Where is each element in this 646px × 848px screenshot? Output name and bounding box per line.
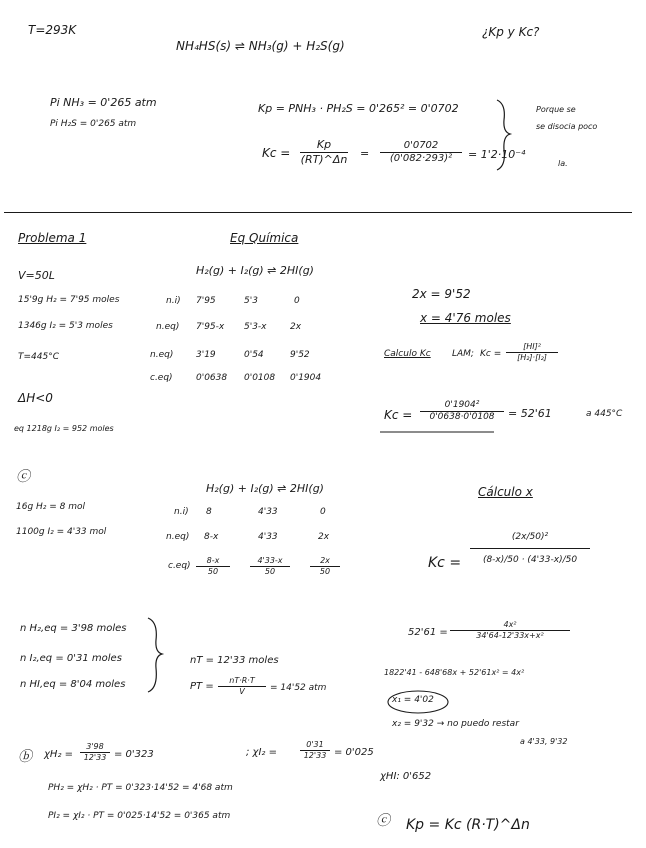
header-question: ¿Kp y Kc?: [482, 25, 540, 39]
pc-c-h2-num: 8-x: [196, 556, 230, 567]
i2-mass: 1346g I₂ = 5'3 moles: [18, 321, 113, 331]
eq1-lhs: 52'61 =: [408, 627, 448, 638]
p1-row-ini-label: n.i): [166, 296, 181, 306]
kc-result: = 1'2·10⁻⁴: [468, 148, 526, 161]
volume: V=50L: [18, 269, 55, 282]
note-line-3: la.: [558, 159, 568, 168]
p1-row-eq-i2: 5'3-x: [244, 322, 267, 332]
pressure-nh3: Pi NH₃ = 0'265 atm: [50, 96, 157, 109]
pc-row-ini-hi: 0: [320, 507, 326, 517]
part-c-label: ⓒ: [16, 469, 30, 485]
kp-equation: Kp = PNH₃ · PH₂S = 0'265² = 0'0702: [258, 102, 459, 115]
pc-reaction: H₂(g) + I₂(g) ⇌ 2HI(g): [206, 482, 324, 495]
pc-i2: 1100g I₂ = 4'33 mol: [16, 527, 107, 537]
x1-circle: [388, 691, 448, 713]
pc-row-ini-h2: 8: [206, 507, 212, 517]
pc-h2: 16g H₂ = 8 mol: [16, 502, 86, 512]
p-h2: PH₂ = χH₂ · PT = 0'323·14'52 = 4'68 atm: [48, 783, 233, 793]
part-c2-label: ⓒ: [376, 813, 390, 829]
pressure-h2s: Pi H₂S = 0'265 atm: [50, 119, 137, 129]
pc-row-eq-label: n.eq): [166, 532, 190, 542]
pc-row-eq-hi: 2x: [318, 532, 330, 542]
kc-def-den: [H₂]·[I₂]: [517, 353, 547, 362]
p1-row-neq-label: n.eq): [150, 350, 174, 360]
kc-def-lhs: Kc =: [480, 349, 502, 359]
nt-value: nT = 12'33 moles: [190, 655, 279, 666]
p1-row-ini-h2: 7'95: [196, 296, 216, 306]
p1-row-neq-hi: 9'52: [290, 350, 310, 360]
pc-c-i2-den: 50: [264, 567, 276, 576]
pc-row-eq-h2: 8-x: [204, 532, 219, 542]
pt-num: nT·R·T: [218, 676, 266, 687]
kc-label: Kc =: [262, 146, 291, 160]
x-value: x = 4'76 moles: [420, 311, 511, 325]
p1-row-neq-i2: 0'54: [244, 350, 264, 360]
eq2: 1822'41 - 648'68x + 52'61x² = 4x²: [384, 668, 525, 677]
kc-frac2-den: (0'082·293)²: [389, 153, 453, 164]
pt-result: = 14'52 atm: [270, 683, 327, 693]
problem-title: Problema 1: [18, 231, 87, 245]
pt-den: V: [239, 687, 245, 696]
kc-calc-num: 0'1904²: [420, 400, 504, 412]
kc-frac1-den: (RT)^Δn: [300, 153, 348, 166]
brace-right-header: [497, 100, 510, 170]
pt-lhs: PT =: [190, 681, 214, 692]
kc-calc-temp: a 445°C: [586, 409, 623, 419]
p1-row-c-label: c.eq): [150, 373, 173, 383]
x-h2-num: 3'98: [80, 742, 110, 753]
h2-mass: 15'9g H₂ = 7'95 moles: [18, 295, 120, 305]
pc-kc-top: (2x/50)²: [470, 532, 590, 549]
p1-row-ini-hi: 0: [294, 296, 300, 306]
n-i2-eq: n I₂,eq = 0'31 moles: [20, 653, 122, 664]
kc-frac2-num: 0'0702: [380, 140, 462, 153]
p1-row-c-h2: 0'0638: [196, 373, 228, 383]
p1-row-c-hi: 0'1904: [290, 373, 322, 383]
x-i2-num: 0'31: [300, 740, 330, 751]
pc-c-hi-num: 2x: [310, 556, 340, 567]
eq-i2: eq 1218g I₂ = 952 moles: [14, 424, 114, 433]
n-hi-eq: n HI,eq = 8'04 moles: [20, 679, 126, 690]
pc-row-eq-i2: 4'33: [258, 532, 278, 542]
note-line-1: Porque se: [536, 105, 576, 114]
calc-x-label: Cálculo x: [478, 485, 533, 499]
pc-c-i2-num: 4'33-x: [250, 556, 290, 567]
lam-label: LAM;: [452, 349, 474, 359]
n-h2-eq: n H₂,eq = 3'98 moles: [20, 623, 127, 634]
delta-h: ΔH<0: [18, 391, 53, 405]
x2-value: x₂ = 9'32 → no puedo restar: [392, 719, 519, 729]
p-i2: PI₂ = χI₂ · PT = 0'025·14'52 = 0'365 atm: [48, 811, 231, 821]
kc-calc-result: = 52'61: [508, 407, 552, 420]
x-i2-den: 12'33: [303, 751, 327, 760]
kc-equals: =: [360, 147, 370, 160]
pc-c-hi-den: 50: [319, 567, 331, 576]
x-i2-lhs: ; χI₂ =: [246, 747, 277, 758]
pc-row-ini-i2: 4'33: [258, 507, 278, 517]
pc-row-ini-label: n.i): [174, 507, 189, 517]
p1-row-neq-h2: 3'19: [196, 350, 216, 360]
p1-row-eq-hi: 2x: [290, 322, 302, 332]
x-i2-result: = 0'025: [334, 747, 374, 758]
x-h2-lhs: χH₂ =: [44, 749, 74, 760]
temperature: T=293K: [28, 23, 77, 37]
two-x: 2x = 9'52: [412, 287, 471, 301]
x-h2-result: = 0'323: [114, 749, 154, 760]
kc-calc-lhs: Kc =: [384, 408, 413, 422]
x1-value: x₁ = 4'02: [392, 695, 434, 705]
p1-row-eq-label: n.eq): [156, 322, 180, 332]
kc-frac1-num: Kp: [300, 138, 348, 153]
header-reaction: NH₄HS(s) ⇌ NH₃(g) + H₂S(g): [176, 39, 345, 53]
eq1-den: 34'64-12'33x+x²: [476, 631, 544, 640]
eq1-num: 4x²: [450, 620, 570, 631]
problem-subtitle: Eq Química: [230, 231, 299, 245]
pc-row-c-label: c.eq): [168, 561, 191, 571]
x-hi: χHI: 0'652: [380, 771, 432, 782]
calc-kc-label: Calculo Kc: [384, 349, 431, 359]
brace-moles: [148, 618, 162, 692]
pc-kc-lhs: Kc =: [428, 555, 462, 571]
pc-c-h2-den: 50: [207, 567, 219, 576]
x-h2-den: 12'33: [83, 753, 107, 762]
p1-row-eq-h2: 7'95-x: [196, 322, 225, 332]
p1-reaction: H₂(g) + I₂(g) ⇌ 2HI(g): [196, 264, 314, 277]
p1-temperature: T=445°C: [18, 352, 60, 362]
x2-note: a 4'33, 9'32: [520, 737, 568, 746]
pc-kc-bot: (8-x)/50 · (4'33-x)/50: [482, 555, 578, 565]
kc-def-num: [HI]²: [506, 342, 558, 353]
note-line-2: se disocia poco: [536, 122, 598, 131]
p1-row-ini-i2: 5'3: [244, 296, 258, 306]
part-b-label: ⓑ: [18, 749, 32, 765]
p1-row-c-i2: 0'0108: [244, 373, 276, 383]
kp-relation: Kp = Kc (R·T)^Δn: [406, 817, 530, 833]
kc-calc-den: 0'0638·0'0108: [429, 412, 495, 422]
